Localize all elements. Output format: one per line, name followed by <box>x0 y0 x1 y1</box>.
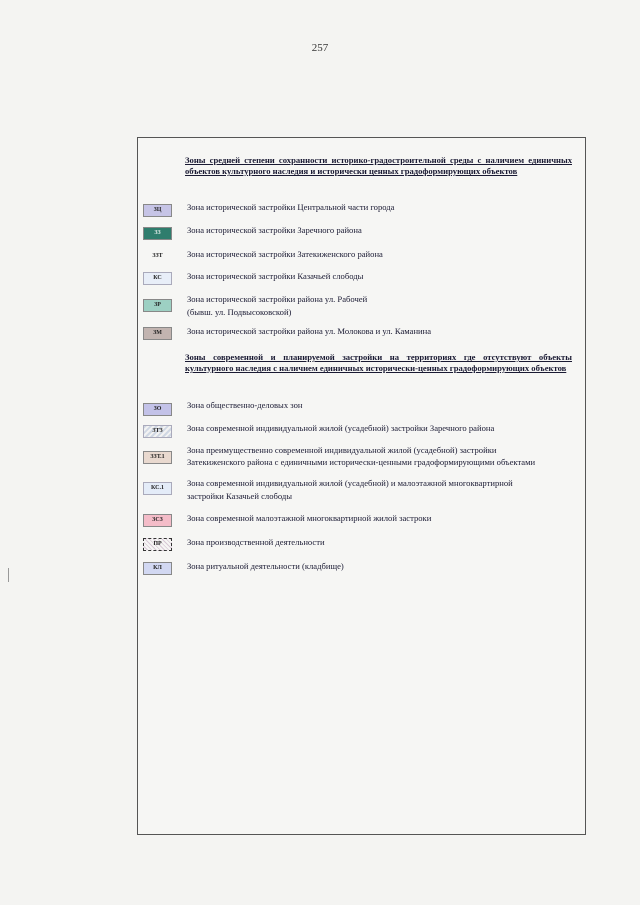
legend-label-zzt: Зона исторической застройки Затекиженского района <box>187 249 383 259</box>
legend-swatch-zc: ЗЦ <box>143 204 172 217</box>
legend-label-zr: Зона исторической застройки района ул. Рабочей <box>187 294 368 304</box>
legend-swatch-zz: ЗЗ <box>143 227 172 240</box>
legend-label-zz: Зона исторической застройки Заречного района <box>187 225 362 235</box>
legend-label-kl: Зона ритуальной деятельности (кладбище) <box>187 561 344 571</box>
scan-edge-mark <box>8 568 9 582</box>
legend-label-ks1: Зона современной индивидуальной жилой (усадебной) и малоэтажной многоквартирной <box>187 478 513 488</box>
legend-swatch-zo: ЗО <box>143 403 172 416</box>
legend-swatch-zsz: ЗСЗ <box>143 514 172 527</box>
legend-label-zr-line2: (бывш. ул. Подвысоковской) <box>187 307 292 317</box>
legend-swatch-ks: КС <box>143 272 172 285</box>
legend-label-ztz: Зона современной индивидуальной жилой (усадебной) застройки Заречного района <box>187 423 495 433</box>
legend-swatch-zm: ЗМ <box>143 327 172 340</box>
page-number: 257 <box>311 42 329 54</box>
legend-swatch-kl: КЛ <box>143 562 172 575</box>
legend-swatch-zr: ЗР <box>143 299 172 312</box>
legend-swatch-zzt: ЗЗТ <box>143 250 172 263</box>
legend-swatch-ks1: КС.1 <box>143 482 172 495</box>
legend-label-zc: Зона исторической застройки Центральной части города <box>187 202 395 212</box>
section-heading-modern: Зоны современной и планируемой застройки на территориях где отсутствуют объекты культурного наследия с наличием единичных исторически-ценных градоформирующих объектов <box>185 352 572 373</box>
legend-label-ks: Зона исторической застройки Казачьей слободы <box>187 271 364 281</box>
legend-label-zzt1-line2: Затекиженского района с единичными исторически-ценными градоформирующими объектами <box>187 457 536 467</box>
legend-label-zzt1: Зона преимущественно современной индивидуальной жилой (усадебной) застройки <box>187 445 497 455</box>
legend-label-zo: Зона общественно-деловых зон <box>187 400 303 410</box>
legend-swatch-zzt1: ЗЗТ.1 <box>143 451 172 464</box>
legend-swatch-ztz: ЗТЗ <box>143 425 172 438</box>
section-heading-historic: Зоны средней степени сохранности историко-градостроительной среды с наличием единичных объектов культурного наследия и исторически ценных градоформирующих объектов <box>185 155 572 176</box>
legend-swatch-pr: ПР <box>143 538 172 551</box>
legend-label-zm: Зона исторической застройки района ул. Молокова и ул. Каманина <box>187 326 432 336</box>
legend-label-zsz: Зона современной малоэтажной многоквартирной жилой застроки <box>187 513 432 523</box>
legend-label-pr: Зона производственной деятельности <box>187 537 325 547</box>
legend-label-ks1-line2: застройки Казачьей слободы <box>187 491 293 501</box>
